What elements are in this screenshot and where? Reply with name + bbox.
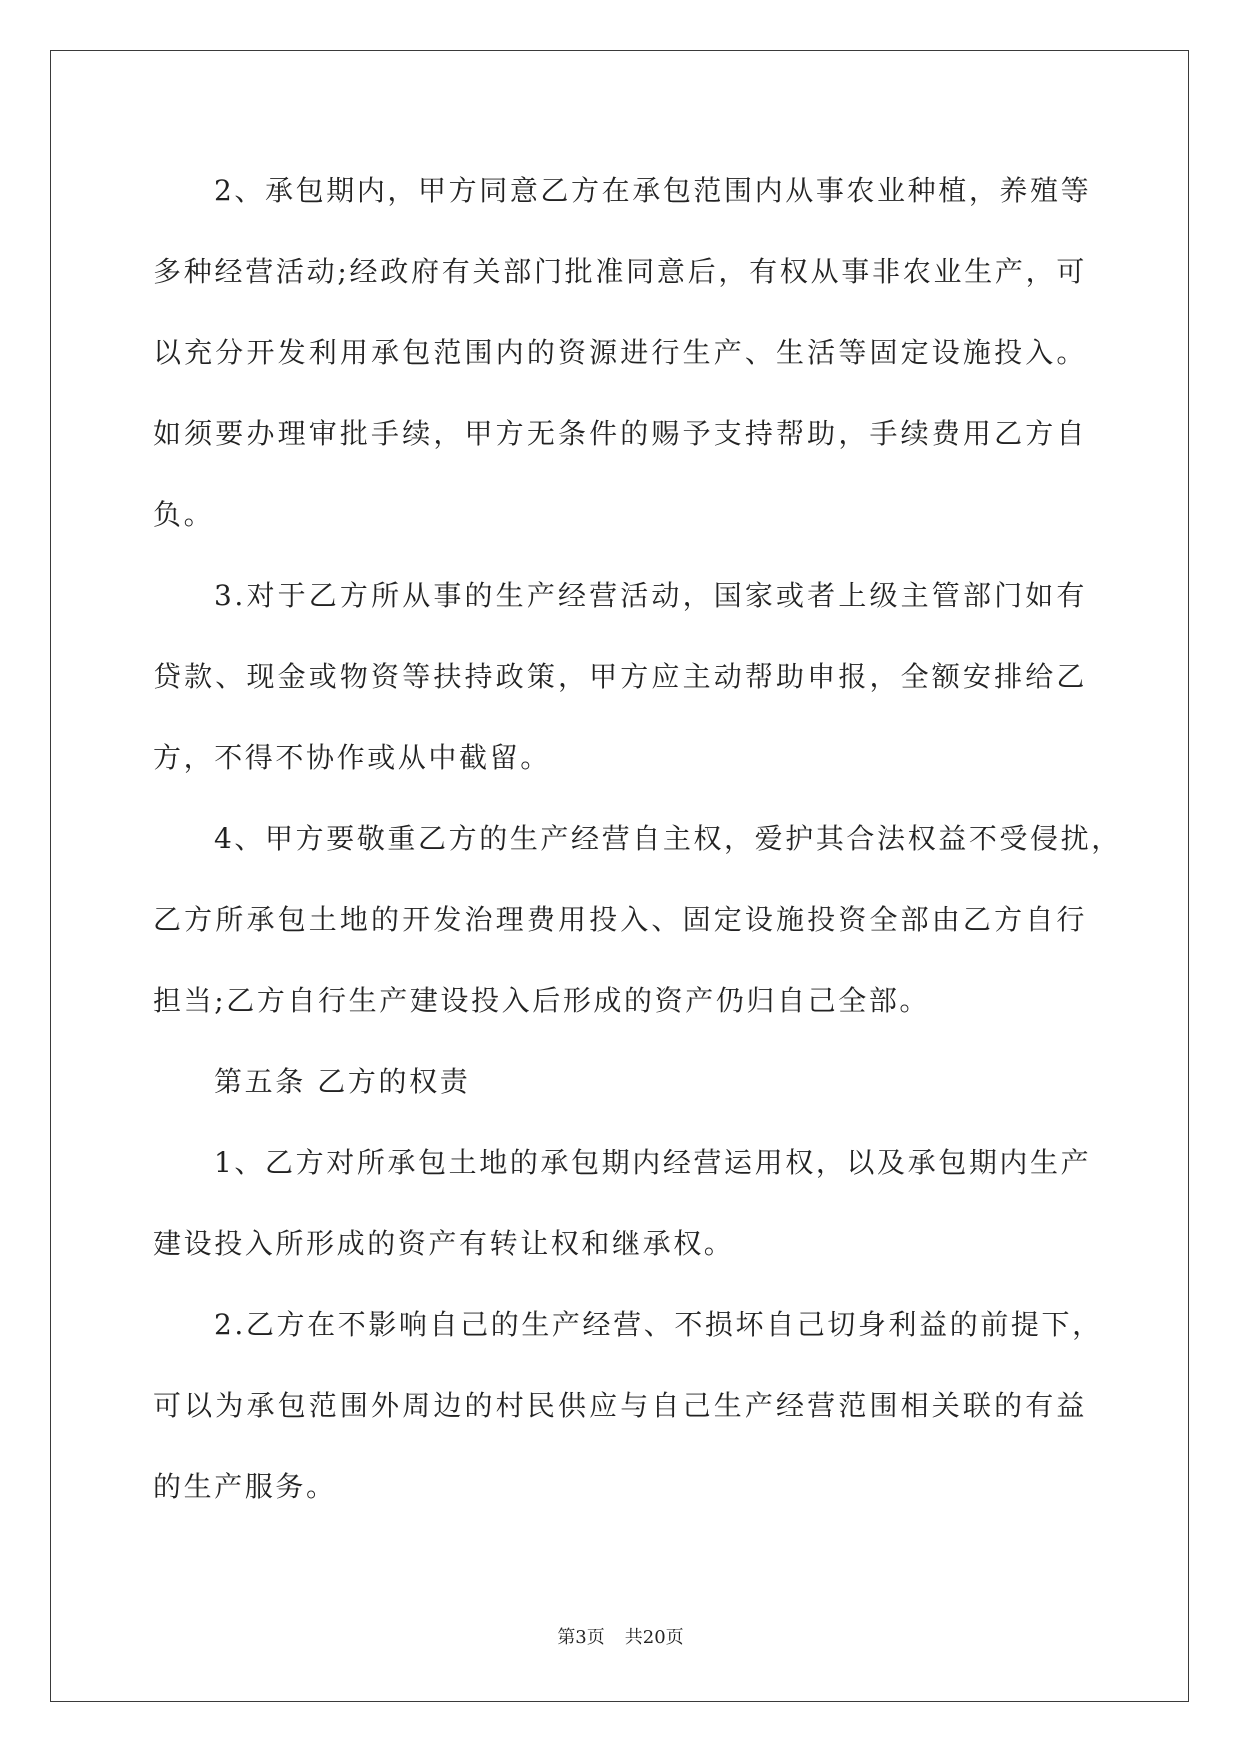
text-line: 多种经营活动;经政府有关部门批准同意后，有权从事非农业生产，可	[153, 255, 1087, 288]
text-line: 的生产服务。	[153, 1470, 337, 1503]
paragraph	[153, 555, 1087, 798]
text-line: 1、乙方对所承包土地的承包期内经营运用权，以及承包期内生产	[214, 1146, 1092, 1179]
page-total: 共20页	[624, 1627, 684, 1648]
text-line: 乙方所承包土地的开发治理费用投入、固定设施投资全部由乙方自行	[153, 903, 1087, 936]
section-heading-text: 第五条 乙方的权责	[214, 1065, 471, 1098]
text-line: 担当;乙方自行生产建设投入后形成的资产仍归自己全部。	[153, 984, 931, 1017]
page-number: 第3页	[557, 1627, 605, 1648]
text-line: 3.对于乙方所从事的生产经营活动，国家或者上级主管部门如有	[214, 579, 1087, 612]
document-body	[153, 150, 1122, 1527]
paragraph	[153, 150, 1092, 555]
text-line: 如须要办理审批手续，甲方无条件的赐予支持帮助，手续费用乙方自	[153, 417, 1087, 450]
text-line: 负。	[153, 498, 215, 531]
paragraph	[153, 1122, 1092, 1284]
text-line: 4、甲方要敬重乙方的生产经营自主权，爱护其合法权益不受侵扰，	[214, 822, 1122, 855]
text-line: 以充分开发利用承包范围内的资源进行生产、生活等固定设施投入。	[153, 336, 1087, 369]
section-heading	[153, 1041, 1087, 1122]
text-line: 建设投入所形成的资产有转让权和继承权。	[153, 1227, 735, 1260]
text-line: 可以为承包范围外周边的村民供应与自己生产经营范围相关联的有益	[153, 1389, 1087, 1422]
text-line: 方，不得不协作或从中截留。	[153, 741, 551, 774]
page-footer	[0, 1626, 1241, 1650]
text-line: 2、承包期内，甲方同意乙方在承包范围内从事农业种植，养殖等	[214, 174, 1092, 207]
paragraph	[153, 798, 1122, 1041]
text-line: 2.乙方在不影响自己的生产经营、不损坏自己切身利益的前提下，	[214, 1308, 1103, 1341]
paragraph	[153, 1284, 1103, 1527]
text-line: 贷款、现金或物资等扶持政策，甲方应主动帮助申报，全额安排给乙	[153, 660, 1087, 693]
